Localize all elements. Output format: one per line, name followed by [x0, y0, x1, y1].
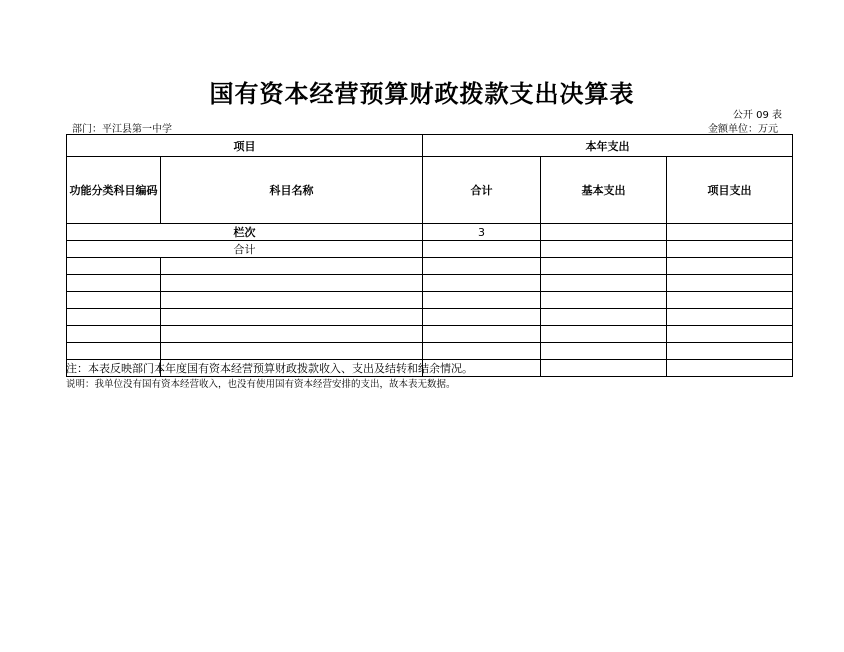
table-cell [541, 292, 667, 309]
form-code: 公开 09 表 [732, 110, 782, 121]
table-cell [541, 275, 667, 292]
table-cell [423, 343, 541, 360]
col-project-expense: 项目支出 [667, 157, 793, 224]
row-total-basic [541, 241, 667, 258]
table-cell [161, 292, 423, 309]
row-grand-total [67, 241, 793, 258]
col-total: 合计 [423, 157, 541, 224]
table-cell [541, 326, 667, 343]
table-cell [161, 258, 423, 275]
table-cell [667, 275, 793, 292]
table-cell [667, 292, 793, 309]
col-basic-expense: 基本支出 [541, 157, 667, 224]
header-year-expense: 本年支出 [423, 135, 793, 157]
row-column-index [67, 224, 793, 241]
table-cell [541, 343, 667, 360]
row-total-project [667, 241, 793, 258]
table-row [67, 326, 793, 343]
table-cell [667, 309, 793, 326]
table-row [67, 309, 793, 326]
table-cell [423, 292, 541, 309]
table-cell [423, 258, 541, 275]
header-row-columns [67, 157, 793, 224]
table-cell [423, 309, 541, 326]
table-cell [667, 360, 793, 377]
table-cell [67, 309, 161, 326]
table-cell [423, 275, 541, 292]
table-explanation: 说明：我单位没有国有资本经营收入，也没有使用国有资本经营安排的支出，故本表无数据。 [66, 379, 456, 390]
department-label: 部门：平江县第一中学 [72, 124, 172, 135]
table-cell [161, 343, 423, 360]
row-index-project [667, 224, 793, 241]
table-note: 注：本表反映部门本年度国有资本经营预算财政拨款收入、支出及结转和结余情况。 [66, 362, 473, 375]
table-cell [161, 309, 423, 326]
table-row [67, 292, 793, 309]
row-index-basic [541, 224, 667, 241]
table-cell [161, 275, 423, 292]
table-cell [423, 326, 541, 343]
row-total-value [423, 241, 541, 258]
report-title: 国有资本经营预算财政拨款支出决算表 [209, 80, 635, 108]
expenditure-table [66, 134, 793, 377]
amount-unit-label: 金额单位：万元 [708, 124, 778, 135]
table-cell [667, 258, 793, 275]
table-row [67, 258, 793, 275]
table-cell [667, 343, 793, 360]
table-cell [67, 292, 161, 309]
table-row [67, 343, 793, 360]
table-row [67, 275, 793, 292]
table-cell [67, 258, 161, 275]
table-cell [541, 360, 667, 377]
col-function-code: 功能分类科目编码 [67, 157, 161, 224]
row-index-total: 3 [423, 224, 541, 241]
table-cell [67, 326, 161, 343]
col-subject-name: 科目名称 [161, 157, 423, 224]
table-cell [67, 275, 161, 292]
table-cell [541, 258, 667, 275]
table-cell [541, 309, 667, 326]
row-total-label: 合计 [67, 241, 423, 258]
table-cell [161, 326, 423, 343]
header-item: 项目 [67, 135, 423, 157]
table-cell [67, 343, 161, 360]
table-cell [667, 326, 793, 343]
header-row-top [67, 135, 793, 157]
row-index-label: 栏次 [67, 224, 423, 241]
